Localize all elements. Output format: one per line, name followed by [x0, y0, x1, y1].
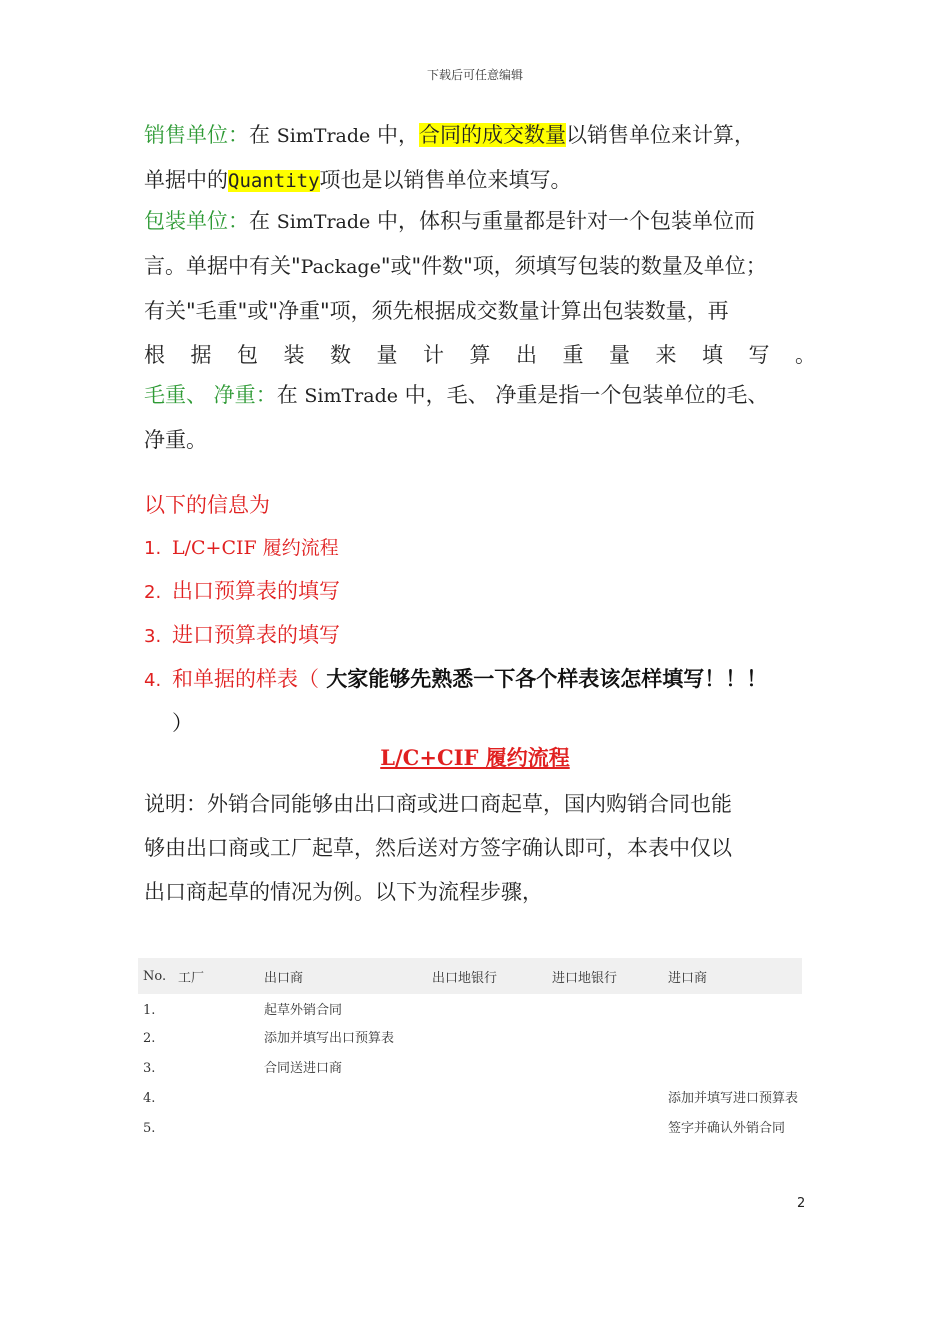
- simtrade-text: SimTrade: [304, 385, 398, 407]
- header-import-bank: 进口地银行: [552, 970, 618, 986]
- table-row: 5. 签字并确认外销合同: [143, 1121, 786, 1136]
- simtrade-text: SimTrade: [276, 211, 371, 233]
- header-importer: 进口商: [668, 970, 708, 986]
- header-exporter: 出口商: [264, 970, 304, 986]
- term-gross-net-weight: 毛重、 净重: [144, 383, 256, 407]
- page-number: 2: [797, 1196, 806, 1211]
- header-no: No.: [143, 968, 167, 984]
- info-list: [144, 484, 824, 744]
- table-row: 4. 添加并填写进口预算表: [143, 1091, 799, 1106]
- package-text: Package: [300, 256, 381, 278]
- paragraph-sales-unit: 销售单位：在 SimTrade 中，合同的成交数量以销售单位来计算， 单据中的Quantity项也是以销售单位来填写。: [144, 123, 755, 192]
- term-sales-unit: 销售单位: [144, 123, 228, 147]
- term-package-unit: 包装单位: [144, 209, 228, 233]
- section-title: L/C+CIF 履约流程: [380, 745, 570, 770]
- list-item: 1. L/C+CIF 履约流程: [144, 537, 339, 559]
- highlight-contract-quantity: 合同的成交数量: [418, 123, 566, 147]
- list-item: 3. 进口预算表的填写: [144, 623, 340, 647]
- table-row: 3. 合同送进口商: [143, 1061, 343, 1076]
- list-item-continuation: ）: [172, 711, 193, 735]
- process-table: [138, 958, 802, 1141]
- paragraph-package-unit: 包装单位：在 SimTrade 中，体积与重量都是针对一个包装单位而 言。单据中有关"Package"或"件数"项，须填写包装的数量及单位； 有关"毛重"或"净重"项，须先根据成交数量计算出包装数量，再 根 据 包 装 数 量 计 算 出 重 量 来 填 写 。: [144, 199, 816, 377]
- header-export-bank: 出口地银行: [432, 970, 498, 986]
- list-intro: 以下的信息为: [144, 493, 270, 517]
- table-row: 1. 起草外销合同: [143, 1003, 343, 1018]
- highlight-quantity: Quantity: [228, 170, 320, 192]
- header-factory: 工厂: [178, 970, 205, 986]
- list-item: 2. 出口预算表的填写: [144, 579, 340, 603]
- spaced-line: 根 据 包 装 数 量 计 算 出 重 量 来 填 写 。: [144, 343, 816, 367]
- bold-note: 大家能够先熟悉一下各个样表该怎样填写！！！: [319, 667, 768, 691]
- paragraph-explanation: 说明：外销合同能够由出口商或进口商起草，国内购销合同也能 够由出口商或工厂起草，然后送对方签字确认即可，本表中仅以 出口商起草的情况为例。以下为流程步骤，: [144, 792, 732, 904]
- table-header-row: [138, 958, 802, 994]
- table-row: 2. 添加并填写出口预算表: [143, 1031, 395, 1046]
- list-item: 4. 和单据的样表（ 大家能够先熟悉一下各个样表该怎样填写！！！: [144, 667, 768, 691]
- page-header: 下载后可任意编辑: [426, 68, 523, 82]
- paragraph-weight: 毛重、 净重：在 SimTrade 中，毛、 净重是指一个包装单位的毛、 净重。: [144, 383, 769, 452]
- simtrade-text: SimTrade: [276, 125, 371, 147]
